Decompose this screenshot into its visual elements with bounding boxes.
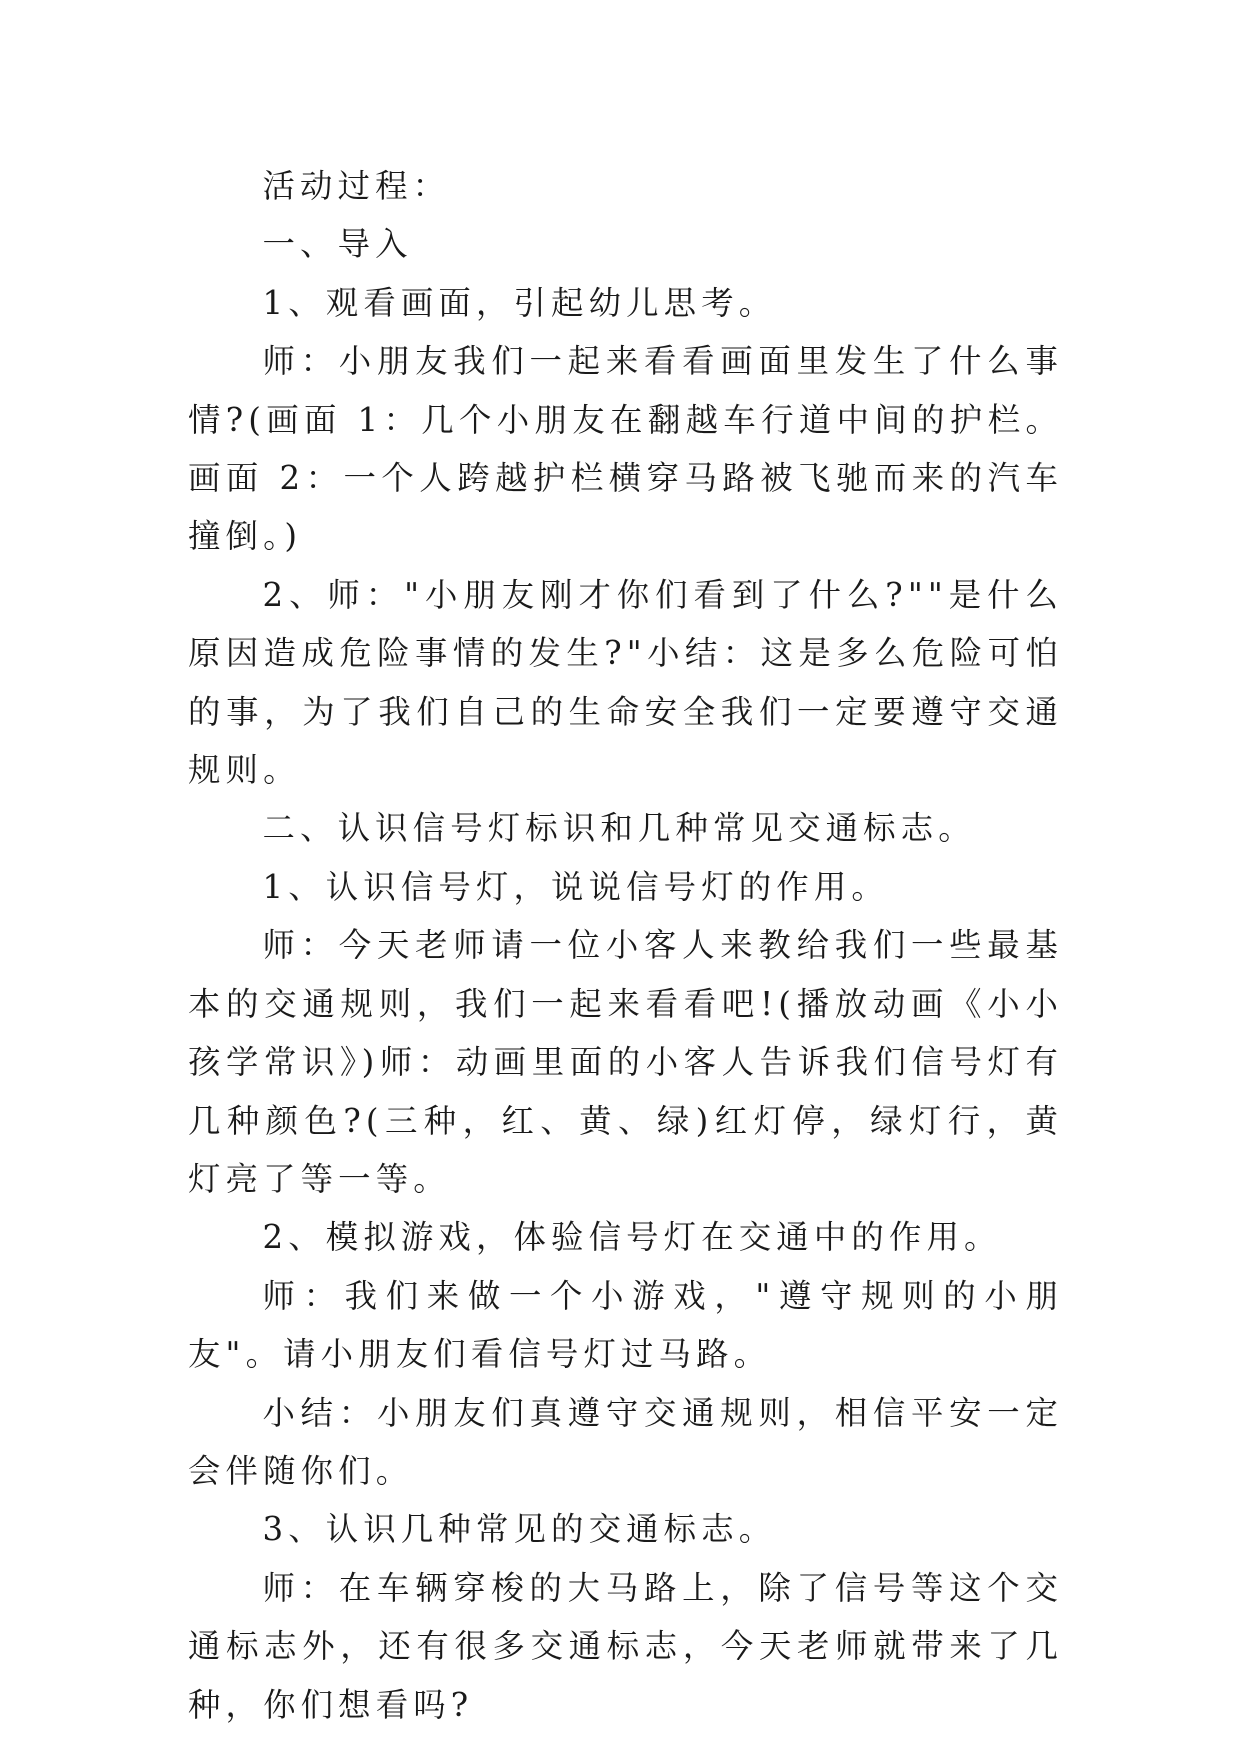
teacher-dialogue-animation: 师：今天老师请一位小客人来教给我们一些最基本的交通规则，我们一起来看看吧!(播放动画《小小孩学常识》)师：动画里面的小客人告诉我们信号灯有几种颜色?(三种，红、黄、绿)红灯停，绿灯行，黄灯亮了等一等。 [188,926,1063,1198]
summary-safety: 小结：小朋友们真遵守交通规则，相信平安一定会伴随你们。 [188,1393,1063,1490]
teacher-dialogue-signs: 师：在车辆穿梭的大马路上，除了信号等这个交通标志外，还有很多交通标志，今天老师就带来了几种，你们想看吗? [188,1568,1063,1724]
teacher-dialogue-pictures: 师：小朋友我们一起来看看画面里发生了什么事情?(画面 1：几个小朋友在翻越车行道中间的护栏。画面 2：一个人跨越护栏横穿马路被飞驰而来的汽车撞倒。) [188,342,1063,556]
document-page [188,157,1063,1734]
step-simulation-game: 2、模拟游戏，体验信号灯在交通中的作用。 [262,1218,1002,1257]
step-traffic-signs: 3、认识几种常见的交通标志。 [262,1510,777,1549]
step-watch-pictures: 1、观看画面，引起幼儿思考。 [262,283,777,322]
section-heading-signals: 二、认识信号灯标识和几种常见交通标志。 [262,809,976,848]
step-recognize-lights: 1、认识信号灯，说说信号灯的作用。 [262,867,889,906]
teacher-dialogue-game: 师：我们来做一个小游戏，"遵守规则的小朋友"。请小朋友们看信号灯过马路。 [188,1276,1063,1374]
section-heading-introduction: 一、导入 [262,225,413,264]
heading-activity-process: 活动过程： [262,167,451,205]
teacher-question-summary: 2、师："小朋友刚才你们看到了什么?""是什么原因造成危险事情的发生?"小结：这是多么危险可怕的事，为了我们自己的生命安全我们一定要遵守交通规则。 [188,575,1063,790]
